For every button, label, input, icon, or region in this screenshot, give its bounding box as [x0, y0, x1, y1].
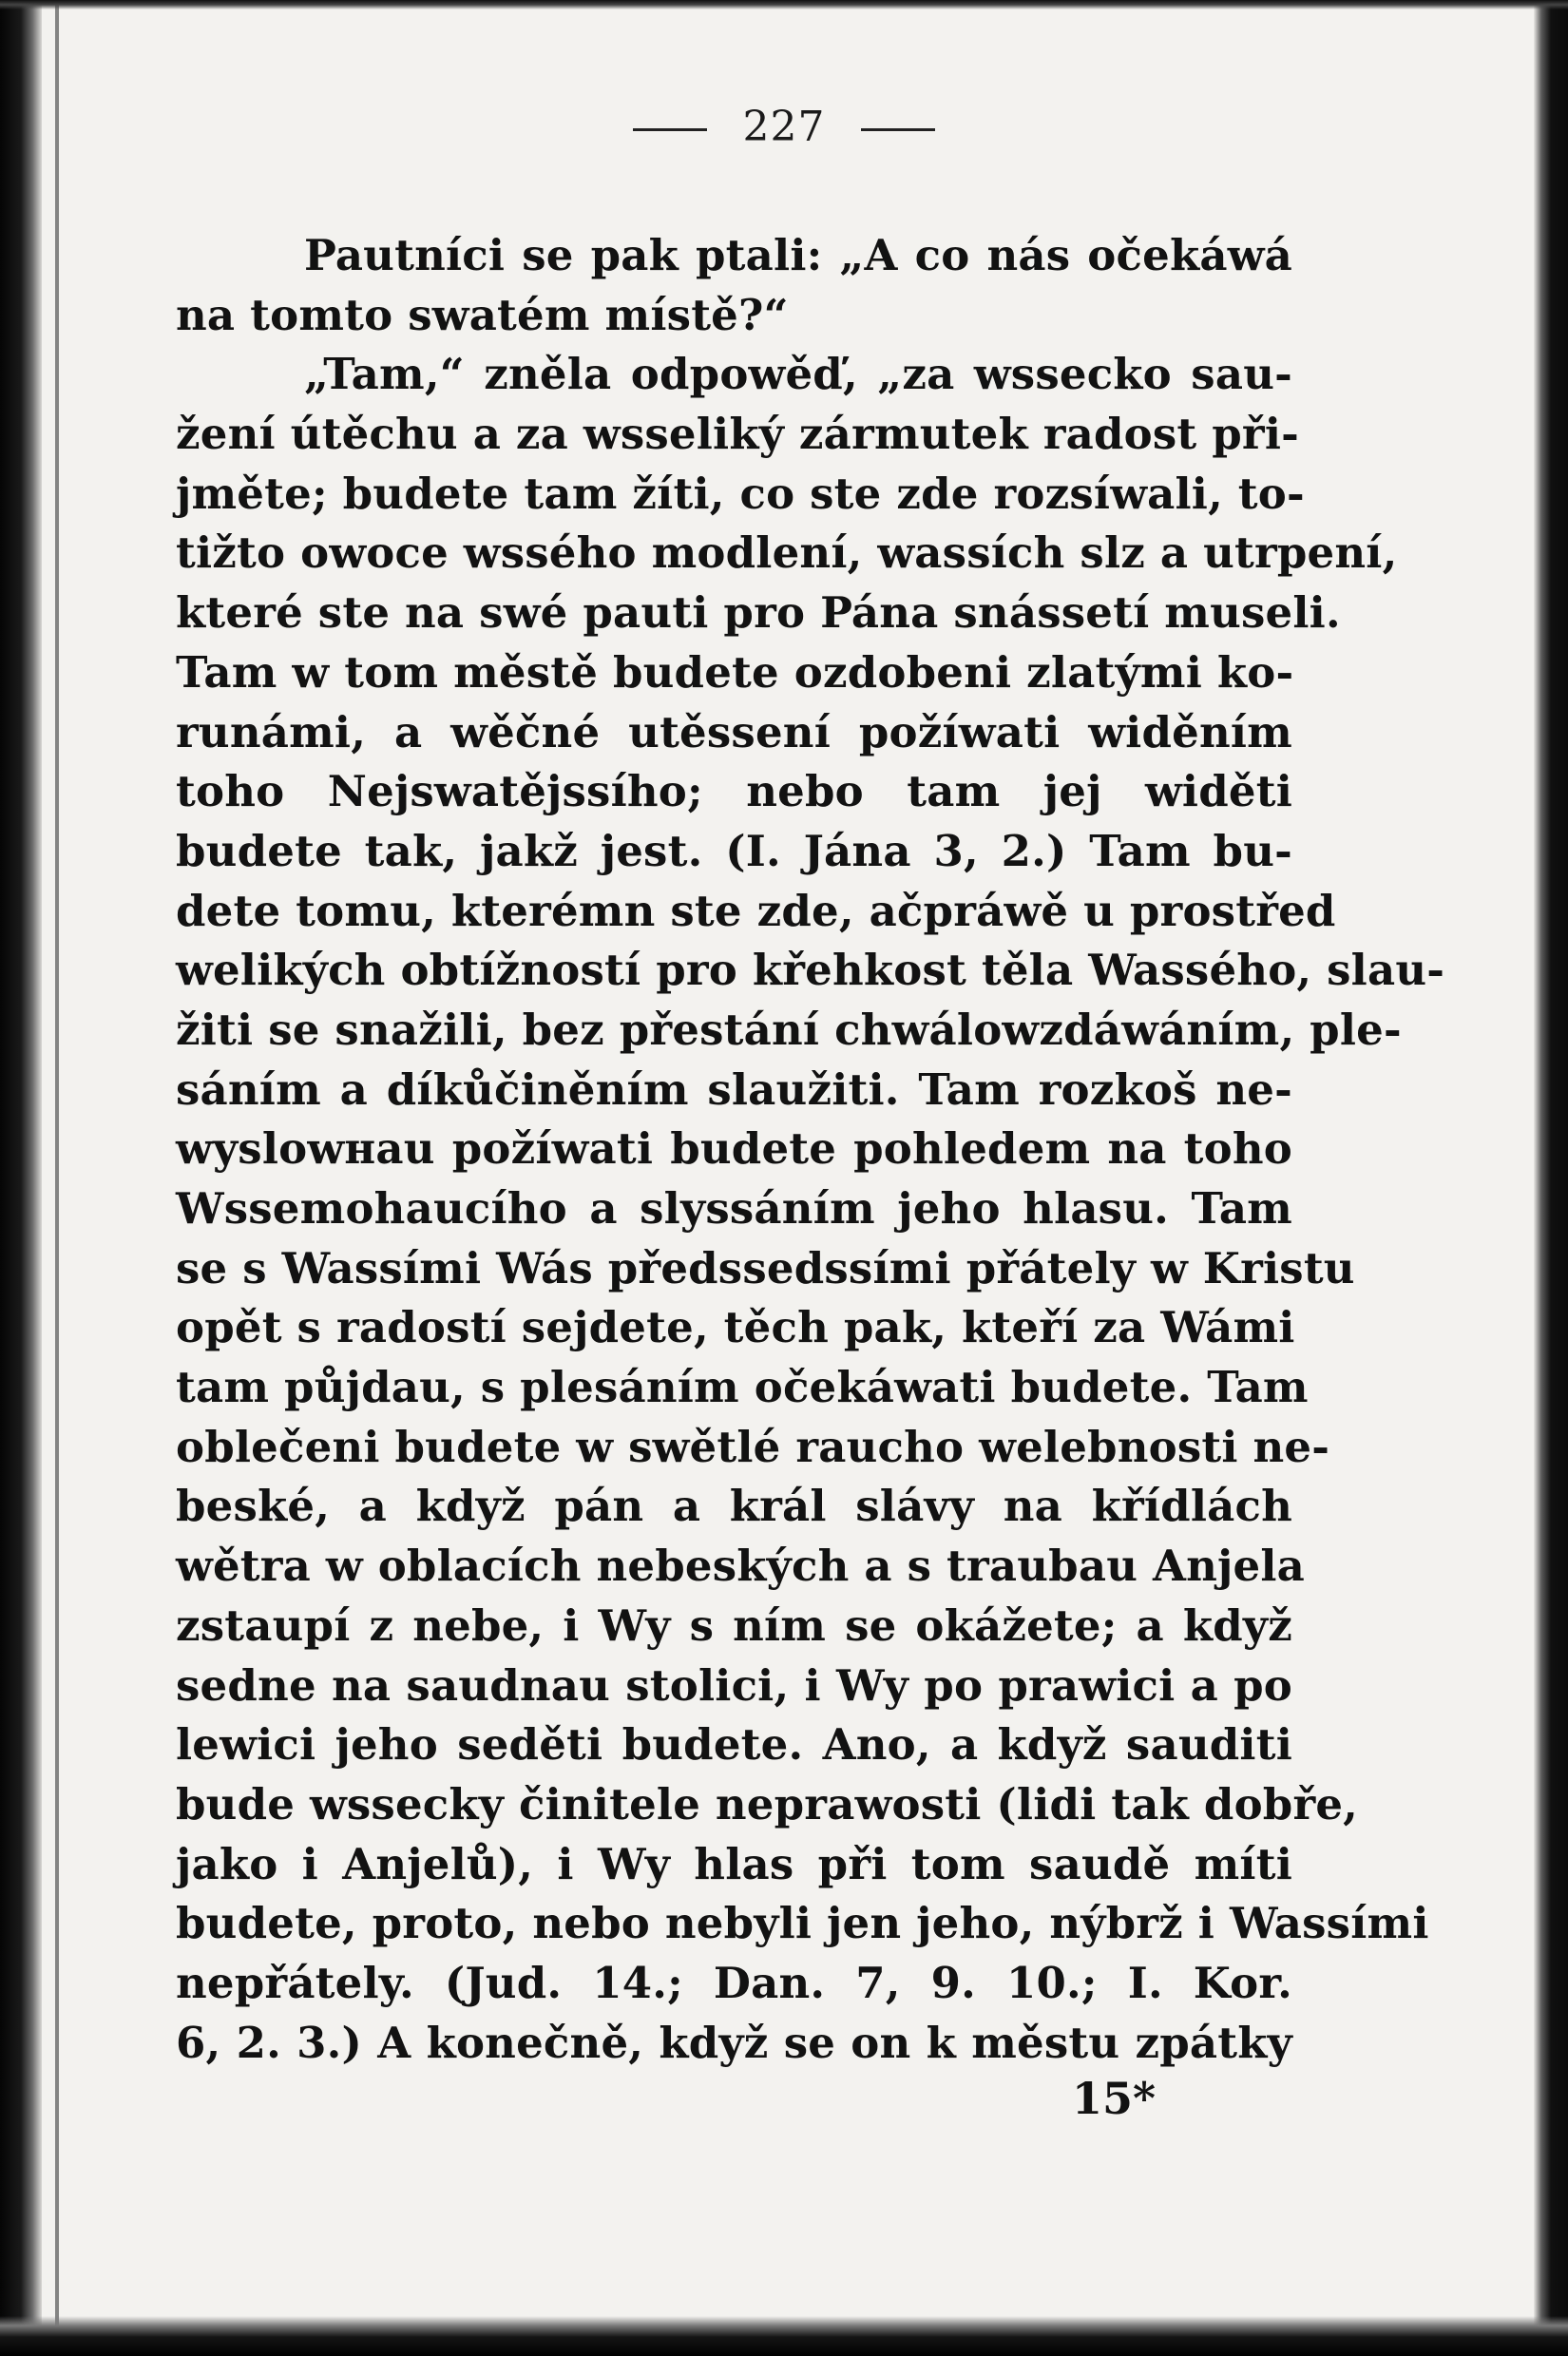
text-line: žiti se snažili, bez přestání chwálowzdáwáním, ple- — [176, 1004, 1402, 1055]
text-line: tižto owoce wssého modlení, wassích slz a utrpení, — [176, 527, 1398, 579]
text-line: se s Wassími Wás předssedssími přátely w Kristu — [176, 1242, 1355, 1293]
page-bottom-edge-shadow — [0, 2316, 1568, 2356]
page-top-edge-shadow — [0, 0, 1568, 10]
text-line: dete tomu, kterémn ste zde, ačpráwě u prostřed — [176, 885, 1336, 936]
text-line: Wssemohaucího a slyssáním jeho hlasu. Tam — [176, 1183, 1292, 1234]
text-line: sedne na saudnau stolici, i Wy po prawici a po — [176, 1659, 1292, 1711]
page-gutter-line — [55, 0, 59, 2356]
text-line: které ste na swé pauti pro Pána snássetí museli. — [176, 587, 1341, 639]
text-line: sáním a díkůčiněním slaužiti. Tam rozkoš ne- — [176, 1063, 1292, 1115]
text-line: Tam w tom městě budete ozdobeni zlatými ko- — [176, 646, 1294, 698]
page-header — [0, 103, 1568, 151]
page-left-edge-shadow — [0, 0, 42, 2356]
text-line: jměte; budete tam žíti, co ste zde rozsíwali, to- — [176, 468, 1305, 519]
header-dash-left — [633, 128, 707, 131]
text-line: na tomto swatém místě?“ — [176, 289, 789, 340]
text-line: nepřátely. (Jud. 14.; Dan. 7, 9. 10.; I. Kor. — [176, 1957, 1292, 2008]
page-right-edge-shadow — [1534, 0, 1568, 2356]
text-line: wyslowнau požíwati budete pohledem na toho — [176, 1123, 1292, 1175]
text-line: budete tak, jakž jest. (I. Jána 3, 2.) Tam bu- — [176, 825, 1292, 876]
text-line: wětra w oblacích nebeských a s traubau Anjela — [176, 1541, 1305, 1592]
signature-mark: 15* — [1072, 2073, 1157, 2124]
text-line: zstaupí z nebe, i Wy s ním se okážete; a když — [176, 1599, 1292, 1651]
text-line: „Tam,“ zněla odpowěď, „za wsseckо sau- — [304, 349, 1292, 400]
text-line: lewici jeho seděti budete. Ano, a když sauditi — [176, 1719, 1292, 1771]
text-line: oblečeni budete w swětlé raucho welebnosti ne- — [176, 1421, 1330, 1472]
text-line: žení útěchu a za wsseliký zármutek radost při- — [176, 409, 1300, 460]
text-line: jako i Anjelů), i Wy hlas při tom saudě míti — [176, 1838, 1292, 1889]
body-text — [176, 226, 1445, 2073]
header-dash-right — [861, 128, 935, 131]
text-line: toho Nejswatějssího; nebo tam jej widěti — [176, 766, 1292, 817]
text-line: 6, 2. 3.) A konečně, když se on k městu zpátky — [176, 2017, 1292, 2068]
text-line: budete, proto, nebo nebyli jen jeho, nýbrž i Wassími — [176, 1898, 1429, 1949]
text-line: opět s radostí sejdete, těch pak, kteří za Wámi — [176, 1302, 1295, 1353]
text-line: beské, a když pán a král slávy na křídlách — [176, 1481, 1292, 1532]
text-line: Pautníci se pak ptali: „A co nás očekáwá — [304, 230, 1292, 280]
text-line: runámi, a wěčné utěssení požíwati widěním — [176, 706, 1292, 757]
text-line: bude wssecky činitele neprawosti (lidi tak dobře, — [176, 1778, 1359, 1829]
text-line: tam půjdau, s plesáním očekáwati budete. Tam — [176, 1362, 1309, 1413]
text-line: welikých obtížností pro křehkost těla Wassého, slau- — [176, 945, 1445, 996]
page-number: 227 — [742, 103, 826, 151]
